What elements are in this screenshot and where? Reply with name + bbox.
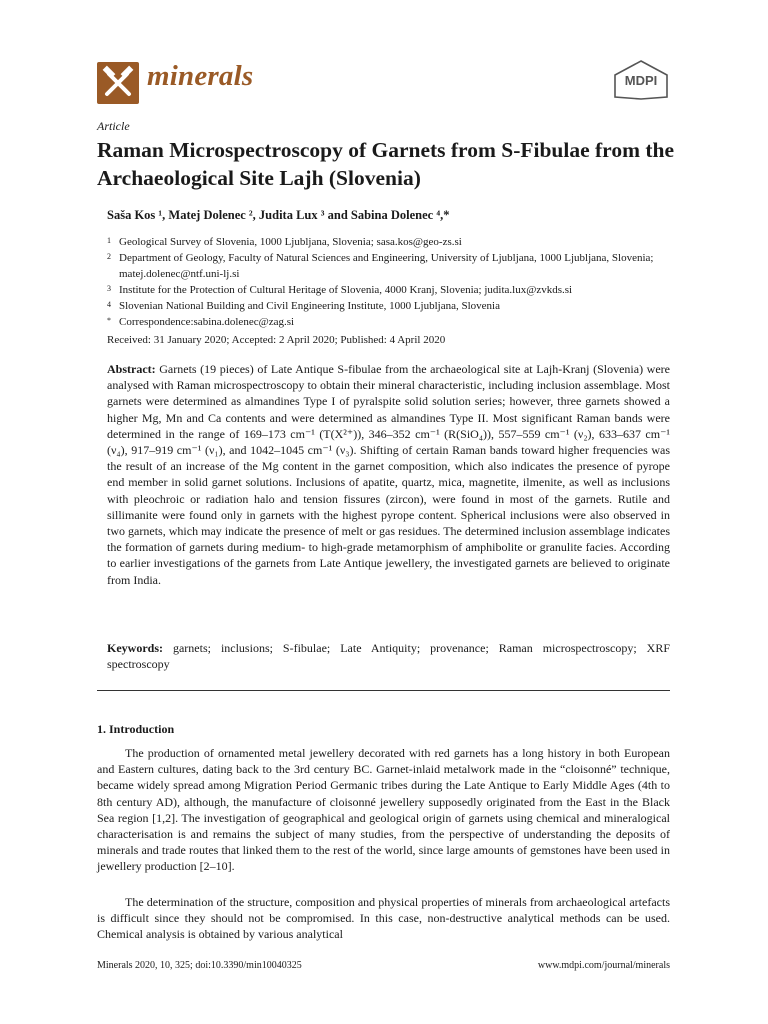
- abstract: [107, 361, 670, 588]
- footer-url[interactable]: www.mdpi.com/journal/minerals: [537, 960, 670, 971]
- affiliation-text: Institute for the Protection of Cultural Heritage of Slovenia, 4000 Kranj, Slovenia; judita.lux@zvkds.si: [119, 284, 573, 296]
- abstract-text: Garnets (19 pieces) of Late Antique S-fibulae from the archaeological site at Lajh-Kranj (Slovenia) were analysed with Raman microspectroscopy to obtain their mineral characteristic, including inclusion assemblage. Most garnets were determined as almandines Type I of pyralspite solid solution series; however, three garnets showed a higher Mg, Mn and Ca contents and were determined as almandines Type II. Most significant Raman bands were determined in the range of 169–173 cm⁻¹ (T(X²⁺)), 346–352 cm⁻¹ (R(SiO₄)), 557–559 cm⁻¹ (ν₂), 633–637 cm⁻¹ (ν₄), 917–919 cm⁻¹ (ν₁), and 1042–1045 cm⁻¹ (ν₃). Shifting of certain Raman bands toward higher frequencies was the result of an increase of the Mg content in the garnet composition, which also indicates the presence of pyrope end member in solid garnet solutions. Inclusions of apatite, quartz, mica, magnetite, ilmenite, as well as inclusions with pleochroic or radiation halo and tension fissures (zircon), were found in most of the garnets. Rutile and sillimanite were found only in garnets with the highest pyrope content. Spherical inclusions were also observed in two garnets, which may indicate the presence of melt or gas residues. The determined inclusion assemblage indicates the formation of garnets during medium- to high-grade metamorphism of amphibolite or granulite facies. According to earlier investigations of the garnets from Late Antique jewellery, the investigated garnets are believed to originate from India.: [107, 362, 670, 587]
- affiliation-list: [107, 234, 672, 330]
- body-paragraph: The production of ornamented metal jewellery decorated with red garnets has a long history in both European and Eastern cultures, dating back to the 3rd century BC. Garnet-inlaid metalwork made in the “cloisonné” technique, became widely spread among Migration Period Germanic tribes during the Late Antique to Early Middle Ages (4th to 8th century AD), although, the manufacture of cloisonné jewellery supposedly originated from the East in the Black Sea region [1,2]. The investigation of geographical and geological origin of garnets using chemical and mineralogical characterisation is and remains the subject of many studies, from the perspective of understanding the deposits of minerals and trade routes that linked them to the rest of the world, since large amounts of gemstones have been used in jewellery production [2–10].: [97, 746, 670, 874]
- affiliation-text: Slovenian National Building and Civil Engineering Institute, 1000 Ljubljana, Slovenia: [119, 300, 500, 312]
- affiliation-mark: 3: [107, 284, 111, 293]
- section-divider: [97, 690, 670, 691]
- journal-logo-icon: [97, 62, 139, 104]
- page-title: Raman Microspectroscopy of Garnets from S-Fibulae from the Archaeological Site Lajh (Slovenia): [97, 138, 675, 190]
- article-type: Article: [97, 119, 130, 133]
- journal-name: minerals: [147, 60, 254, 92]
- affiliation-mark: *: [107, 316, 111, 325]
- affiliation-item: [107, 234, 672, 250]
- keywords-text: garnets; inclusions; S-fibulae; Late Antiquity; provenance; Raman microspectroscopy; XRF spectroscopy: [107, 641, 671, 672]
- footer-citation: Minerals 2020, 10, 325; doi:10.3390/min10040325: [97, 960, 302, 971]
- section-heading: 1. Introduction: [97, 722, 175, 736]
- mdpi-logo-icon: [612, 60, 670, 100]
- affiliation-mark: 1: [107, 236, 111, 245]
- affiliation-item: [107, 298, 672, 314]
- affiliation-item: [107, 282, 672, 298]
- keywords-label: Keywords:: [107, 641, 163, 655]
- affiliation-text: Department of Geology, Faculty of Natural Sciences and Engineering, University of Ljubljana, 1000 Ljubljana, Slovenia; matej.dolenec@ntf.uni-lj.si: [119, 252, 654, 280]
- abstract-label: Abstract:: [107, 362, 156, 376]
- correspondence-text: Correspondence:sabina.dolenec@zag.si: [119, 316, 295, 328]
- affiliation-item: [107, 314, 672, 330]
- affiliation-text: Geological Survey of Slovenia, 1000 Ljubljana, Slovenia; sasa.kos@geo-zs.si: [119, 236, 462, 248]
- affiliation-item: [107, 250, 672, 282]
- publication-dates: Received: 31 January 2020; Accepted: 2 April 2020; Published: 4 April 2020: [107, 334, 446, 346]
- publisher-name: MDPI: [624, 73, 658, 88]
- affiliation-mark: 4: [107, 300, 111, 309]
- affiliation-mark: 2: [107, 252, 111, 261]
- keywords: [107, 640, 670, 672]
- body-paragraph: The determination of the structure, composition and physical properties of minerals from archaeological artefacts is difficult since they should not be compromised. In this case, non-destructive analytical methods can be used. Chemical analysis is obtained by various analytical: [97, 895, 670, 942]
- author-list: Saša Kos ¹, Matej Dolenec ², Judita Lux ³ and Sabina Dolenec ⁴,*: [107, 208, 450, 222]
